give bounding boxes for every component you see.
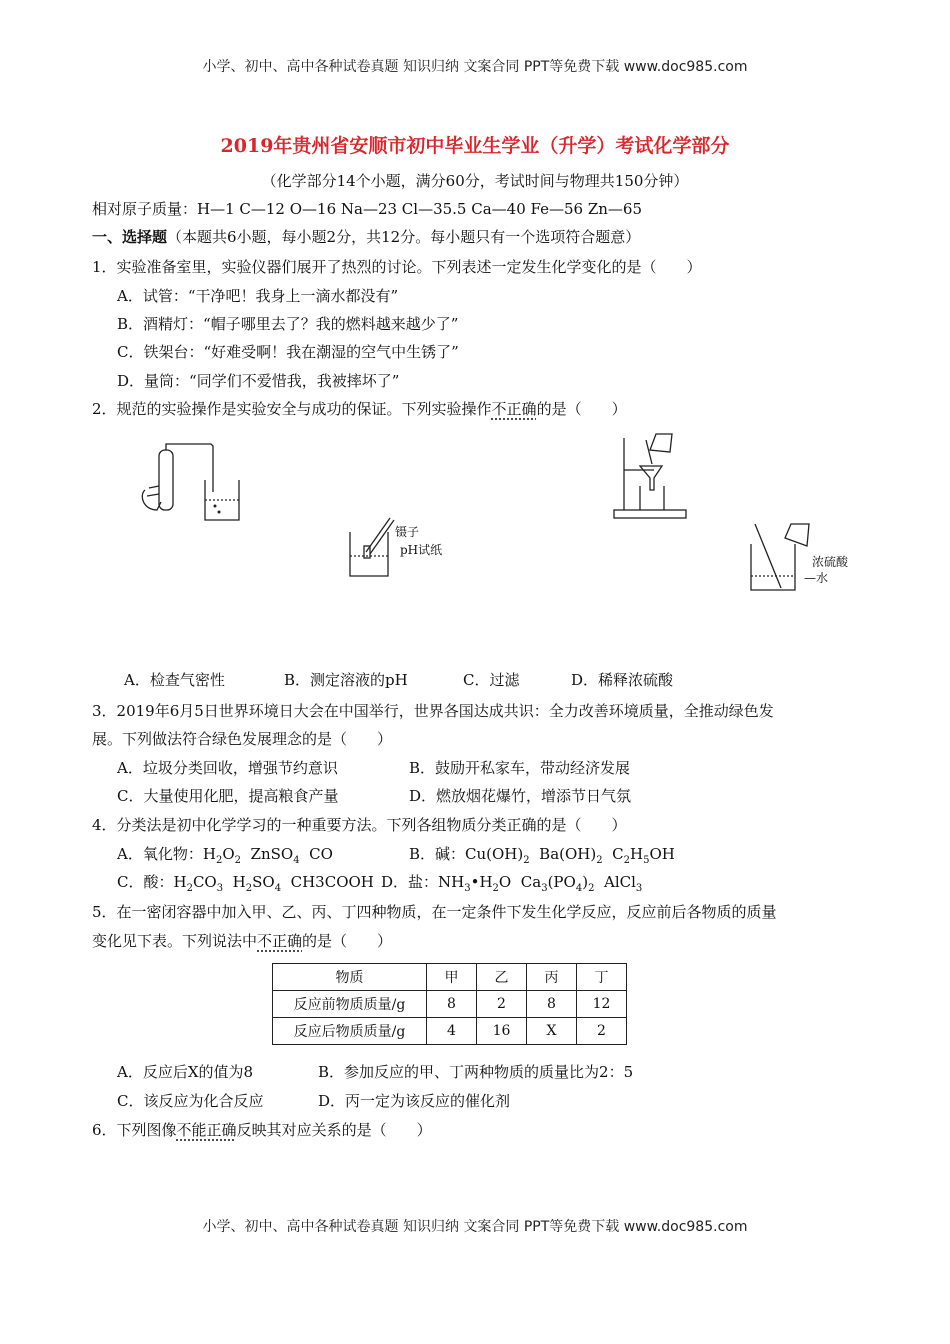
label-water: —水 — [804, 571, 829, 585]
table-cell: 反应前物质质量/g — [273, 991, 427, 1018]
subscript: 4 — [293, 855, 300, 866]
formula-part: C — [612, 845, 624, 863]
q4-option-a — [117, 843, 333, 866]
formula-part: CH3COOH — [290, 873, 374, 891]
table-cell: X — [527, 1018, 577, 1045]
q3-option-a: A．垃圾分类回收，增强节约意识 — [117, 759, 338, 777]
subscript: 3 — [541, 883, 548, 894]
label-ph-paper: pH试纸 — [400, 543, 443, 557]
q5-option-c: C．该反应为化合反应 — [117, 1092, 264, 1110]
formula-part: (PO — [547, 873, 576, 891]
q4-option-d — [381, 871, 642, 894]
atomic-mass-line: 相对原子质量：H—1 C—12 O—16 Na—23 Cl—35.5 Ca—40 Fe—56 Zn—65 — [92, 200, 643, 218]
subscript: 4 — [575, 883, 583, 894]
subscript: 2 — [588, 883, 595, 894]
formula-part: •H — [470, 873, 493, 891]
q3-stem-line1: 3．2019年6月5日世界环境日大会在中国举行，世界各国达成共识：全力改善环境质量，全推动绿色发 — [92, 702, 774, 720]
q5-option-d: D．丙一定为该反应的催化剂 — [318, 1092, 511, 1110]
table-cell: 8 — [427, 991, 477, 1018]
q2-stem — [92, 398, 627, 419]
stand-base — [614, 510, 686, 518]
table-cell: 12 — [577, 991, 627, 1018]
q2-option-c: C．过滤 — [463, 671, 520, 689]
subscript: 2 — [523, 855, 530, 866]
table-cell: 2 — [477, 991, 527, 1018]
q3-option-d: D．燃放烟花爆竹，增添节日气氛 — [409, 787, 632, 805]
q5-option-a: A．反应后X的值为8 — [117, 1063, 254, 1081]
label-tweezers: 镊子 — [395, 525, 420, 539]
q1-stem: 1．实验准备室里，实验仪器们展开了热烈的讨论。下列表述一定发生化学变化的是（ ） — [92, 258, 702, 276]
table-row — [273, 1018, 627, 1045]
q2-stem-emphasis: 不正确 — [491, 400, 537, 418]
q2-option-b: B．测定溶液的pH — [284, 671, 408, 689]
subscript: 3 — [216, 883, 224, 894]
q3-option-b: B．鼓励开私家车，带动经济发展 — [409, 759, 631, 777]
formula-part: Ba(OH) — [539, 845, 597, 863]
q4-option-b — [409, 843, 675, 866]
q1-option-c: C．铁架台：“好难受啊！我在潮湿的空气中生锈了” — [117, 343, 459, 361]
q1-option-b: B．酒精灯：“帽子哪里去了？我的燃料越来越少了” — [117, 315, 459, 333]
q5-stem-pre: 变化见下表。下列说法中 — [92, 932, 258, 950]
table-header-cell: 甲 — [427, 964, 477, 991]
q3-option-c: C．大量使用化肥，提高粮食产量 — [117, 787, 339, 805]
formula-part: Ca — [520, 873, 542, 891]
figure-filtration — [610, 430, 700, 522]
q5-stem-line2 — [92, 930, 392, 951]
q2-stem-pre: 2．规范的实验操作是实验安全与成功的保证。下列实验操作 — [92, 400, 492, 418]
table-header-cell: 物质 — [273, 964, 427, 991]
table-cell: 2 — [577, 1018, 627, 1045]
subscript: 2 — [234, 855, 241, 866]
q4-b-label: B．碱：Cu(OH) — [409, 845, 524, 863]
q6-stem-pre: 6．下列图像 — [92, 1121, 177, 1139]
q5-stem-emphasis: 不正确 — [257, 932, 303, 950]
page-header: 小学、初中、高中各种试卷真题 知识归纳 文案合同 PPT等免费下载 www.doc985.com — [202, 59, 748, 75]
subscript: 3 — [464, 883, 471, 894]
q5-option-b: B．参加反应的甲、丁两种物质的质量比为2：5 — [318, 1063, 634, 1081]
table-header-row — [273, 964, 627, 991]
q2-option-a: A．检查气密性 — [124, 671, 225, 689]
section-title: 一、选择题 — [92, 228, 168, 246]
figure-airtightness-check — [135, 440, 255, 530]
formula-part: H — [232, 873, 246, 891]
table-cell: 4 — [427, 1018, 477, 1045]
formula-part: O — [222, 845, 235, 863]
pouring-beaker — [650, 434, 672, 452]
q6-stem-emphasis: 不能正确 — [176, 1121, 237, 1139]
table-cell: 16 — [477, 1018, 527, 1045]
hand — [142, 486, 161, 510]
q6-stem-post: 反映其对应关系的是（ ） — [236, 1121, 432, 1139]
table-cell: 反应后物质质量/g — [273, 1018, 427, 1045]
q4-option-c — [117, 871, 374, 894]
q5-stem-line1: 5．在一密闭容器中加入甲、乙、丙、丁四种物质，在一定条件下发生化学反应，反应前后各物质的质量 — [92, 903, 777, 921]
q4-d-label: D．盐：NH — [381, 873, 465, 891]
subscript: 2 — [596, 855, 603, 866]
formula-part: O — [498, 873, 512, 891]
section-note: （本题共6小题，每小题2分，共12分。每小题只有一个选项符合题意） — [167, 228, 641, 246]
formula-part: OH — [649, 845, 675, 863]
mass-change-table — [272, 963, 627, 1045]
q5-stem-post: 的是（ ） — [302, 932, 393, 950]
table-cell: 8 — [527, 991, 577, 1018]
table-header-cell: 丁 — [577, 964, 627, 991]
q4-stem: 4．分类法是初中化学学习的一种重要方法。下列各组物质分类正确的是（ ） — [92, 816, 627, 834]
table-header-cell: 丙 — [527, 964, 577, 991]
formula-part: CO — [309, 845, 333, 863]
table-row — [273, 991, 627, 1018]
subscript: 3 — [635, 883, 643, 894]
subscript: 2 — [492, 883, 499, 894]
formula-part: AlCl — [603, 873, 636, 891]
q2-option-d: D．稀释浓硫酸 — [571, 671, 674, 689]
q6-stem — [92, 1119, 432, 1140]
formula-part: H — [202, 845, 216, 863]
glass-rod — [755, 524, 781, 588]
subscript: 2 — [215, 855, 223, 866]
formula-part: ) — [582, 873, 589, 891]
test-tube — [159, 450, 173, 510]
formula-part: H — [630, 845, 644, 863]
subscript: 4 — [274, 883, 282, 894]
table-header-cell: 乙 — [477, 964, 527, 991]
formula-part: H — [173, 873, 187, 891]
subscript: 2 — [186, 883, 193, 894]
subscript: 2 — [623, 855, 631, 866]
exam-title: 2019年贵州省安顺市初中毕业生学业（升学）考试化学部分 — [220, 135, 730, 157]
exam-subtitle: （化学部分14个小题，满分60分，考试时间与物理共150分钟） — [261, 172, 689, 190]
q2-stem-post: 的是（ ） — [536, 400, 627, 418]
formula-part: CO — [192, 873, 217, 891]
q1-option-a: A．试管：“干净吧！我身上一滴水都没有” — [117, 287, 399, 305]
label-water-text: 水 — [816, 571, 829, 585]
q4-c-label: C．酸： — [117, 873, 174, 891]
page-footer: 小学、初中、高中各种试卷真题 知识归纳 文案合同 PPT等免费下载 www.doc985.com — [202, 1219, 748, 1235]
ph-beaker — [350, 532, 388, 576]
formula-part: ZnSO — [250, 845, 294, 863]
q1-option-d: D．量筒：“同学们不爱惜我，我被摔坏了” — [117, 372, 400, 390]
acid-container — [785, 524, 809, 546]
subscript: 5 — [643, 855, 650, 866]
subscript: 2 — [245, 883, 253, 894]
q4-a-label: A．氧化物： — [117, 845, 203, 863]
formula-part: SO — [252, 873, 275, 891]
section-heading — [92, 226, 640, 247]
q3-stem-line2: 展。下列做法符合绿色发展理念的是（ ） — [92, 730, 393, 748]
label-conc-acid: 浓硫酸 — [812, 555, 849, 569]
